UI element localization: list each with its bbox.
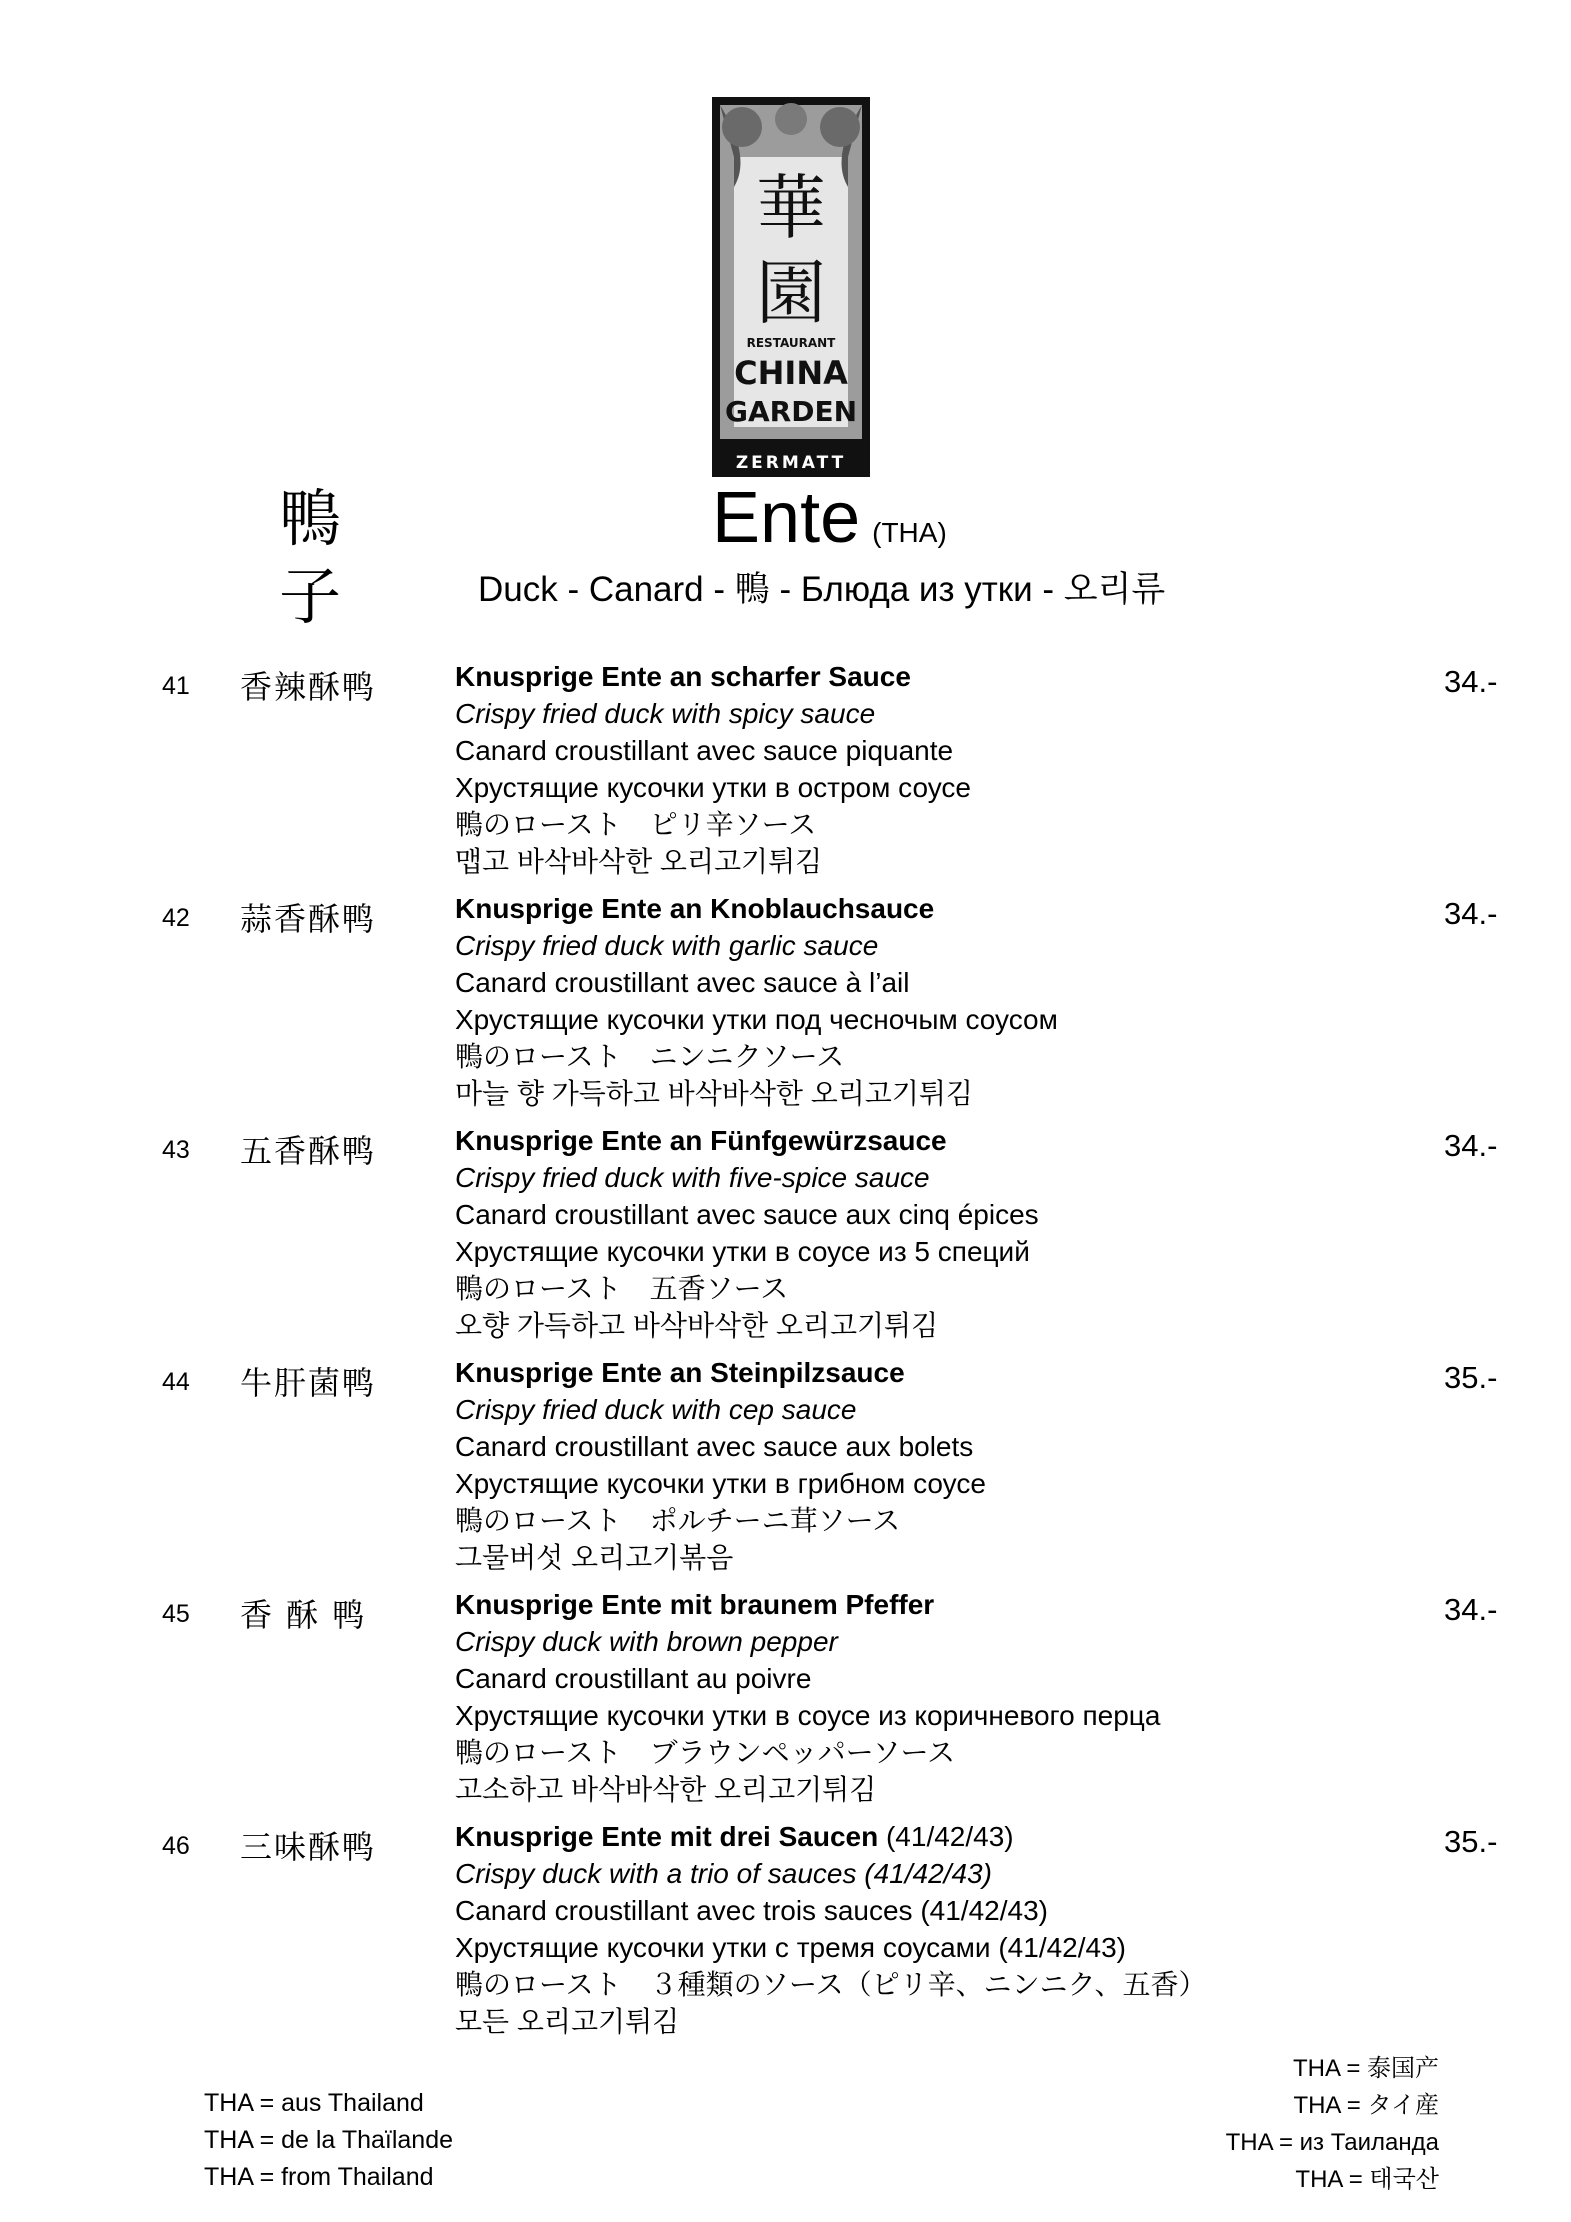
item-chinese-name: 牛肝菌鸭 [240,1364,377,1402]
item-name-fr: Canard croustillant au poivre [455,1663,812,1694]
svg-text:RESTAURANT: RESTAURANT [746,336,836,350]
item-name-de: Knusprige Ente an Fünfgewürzsauce [455,1125,947,1156]
legend-ja: THA = タイ産 [1293,2092,1439,2119]
chinese-section-title [270,480,350,636]
menu-list [0,658,1571,2050]
item-price: 35.- [1444,1360,1498,1395]
item-chinese-name: 三味酥鸭 [240,1828,377,1866]
item-number: 43 [162,1136,190,1164]
item-name-ru: Хрустящие кусочки утки в грибном соусе [455,1468,986,1499]
origin-legend-left [204,2085,453,2196]
item-name-de: Knusprige Ente mit drei Saucen [455,1821,879,1852]
legend-fr: THA = de la Thaïlande [204,2126,454,2154]
item-descriptions [455,1818,1207,2040]
item-name-en: Crispy fried duck with five-spice sauce [455,1162,930,1193]
legend-ru: THA = из Таиланда [1225,2129,1439,2156]
item-price: 34.- [1444,896,1498,931]
item-number: 42 [162,904,190,932]
svg-text:園: 園 [756,252,826,334]
item-name-ja: 鴨のロースト ポルチーニ茸ソース [455,1505,901,1536]
item-name-ko: 오향 가득하고 바삭바삭한 오리고기튀김 [455,1310,939,1341]
origin-legend-right [1226,2050,1439,2198]
item-descriptions [455,1354,986,1576]
item-name-ko: 맵고 바삭바삭한 오리고기튀김 [455,846,823,877]
menu-item [0,1122,1571,1354]
item-descriptions [455,1122,1039,1344]
item-number: 45 [162,1600,190,1628]
page-title [712,478,947,558]
menu-item [0,1818,1571,2050]
item-name-ja: 鴨のロースト ３種類のソース（ピリ辛、ニンニク、五香） [455,1969,1207,2000]
svg-text:華: 華 [756,167,826,249]
item-name-de-suffix: (41/42/43) [878,1821,1014,1852]
svg-text:CHINA: CHINA [734,354,848,392]
svg-text:ZERMATT: ZERMATT [735,453,847,473]
item-name-ja: 鴨のロースト ブラウンペッパーソース [455,1737,956,1768]
item-number: 41 [162,672,190,700]
item-chinese-name: 五香酥鸭 [240,1132,377,1170]
chinese-title-char-1: 鴨 [278,482,341,555]
item-name-ja: 鴨のロースト ピリ辛ソース [455,809,817,840]
page-subtitle: Duck - Canard - 鴨 - Блюда из утки - 오리류 [478,570,1166,609]
menu-item [0,1354,1571,1586]
item-chinese-name: 香 酥 鸭 [240,1596,367,1634]
item-price: 35.- [1444,1824,1498,1859]
item-price: 34.- [1444,1592,1498,1627]
item-name-ru: Хрустящие кусочки утки под чесночым соусом [455,1004,1058,1035]
item-name-en: Crispy fried duck with garlic sauce [455,930,879,961]
item-name-en: Crispy duck with brown pepper [455,1626,838,1657]
item-chinese-name: 香辣酥鸭 [240,668,377,706]
legend-de: THA = aus Thailand [204,2089,424,2117]
legend-zh: THA = 泰国产 [1292,2055,1439,2082]
chinese-title-char-2: 子 [278,560,341,633]
legend-ko: THA = 태국산 [1295,2166,1439,2193]
item-name-ko: 모든 오리고기튀김 [455,2006,680,2037]
item-name-ja: 鴨のロースト 五香ソース [455,1273,789,1304]
item-name-ru: Хрустящие кусочки утки в соусе из коричневого перца [455,1700,1161,1731]
menu-item [0,890,1571,1122]
title-note: (THA) [872,517,947,548]
item-name-fr: Canard croustillant avec sauce aux cinq épices [455,1199,1039,1230]
title-text: Ente [712,478,861,558]
item-descriptions [455,1586,1160,1808]
item-descriptions [455,658,971,880]
item-name-ru: Хрустящие кусочки утки в остром соусе [455,772,971,803]
item-name-ja: 鴨のロースト ニンニクソース [455,1041,845,1072]
item-name-de: Knusprige Ente mit braunem Pfeffer [455,1589,935,1620]
item-name-ru: Хрустящие кусочки утки в соусе из 5 специй [455,1236,1030,1267]
item-name-de: Knusprige Ente an Knoblauchsauce [455,893,935,924]
item-name-fr: Canard croustillant avec trois sauces (41/42/43) [455,1895,1048,1926]
item-name-fr: Canard croustillant avec sauce aux bolets [455,1431,974,1462]
item-number: 44 [162,1368,190,1396]
item-name-fr: Canard croustillant avec sauce piquante [455,735,954,766]
menu-item [0,658,1571,890]
menu-item [0,1586,1571,1818]
legend-en: THA = from Thailand [204,2163,434,2191]
item-name-en: Crispy duck with a trio of sauces (41/42/43) [455,1858,992,1889]
item-descriptions [455,890,1058,1112]
item-name-en: Crispy fried duck with spicy sauce [455,698,876,729]
item-name-ko: 고소하고 바삭바삭한 오리고기튀김 [455,1774,877,1805]
item-name-de-row [455,1818,1207,1855]
item-chinese-name: 蒜香酥鸭 [240,900,377,938]
item-name-en: Crispy fried duck with cep sauce [455,1394,857,1425]
item-name-ru: Хрустящие кусочки утки с тремя соусами (41/42/43) [455,1932,1126,1963]
item-price: 34.- [1444,1128,1498,1163]
svg-text:GARDEN: GARDEN [724,395,858,428]
china-garden-logo [712,97,870,477]
item-name-ko: 마늘 향 가득하고 바삭바삭한 오리고기튀김 [455,1078,973,1109]
item-name-ko: 그물버섯 오리고기볶음 [455,1542,734,1573]
item-name-de: Knusprige Ente an Steinpilzsauce [455,1357,905,1388]
item-price: 34.- [1444,664,1498,699]
item-name-fr: Canard croustillant avec sauce à l’ail [455,967,910,998]
item-number: 46 [162,1832,190,1860]
item-name-de: Knusprige Ente an scharfer Sauce [455,661,911,692]
